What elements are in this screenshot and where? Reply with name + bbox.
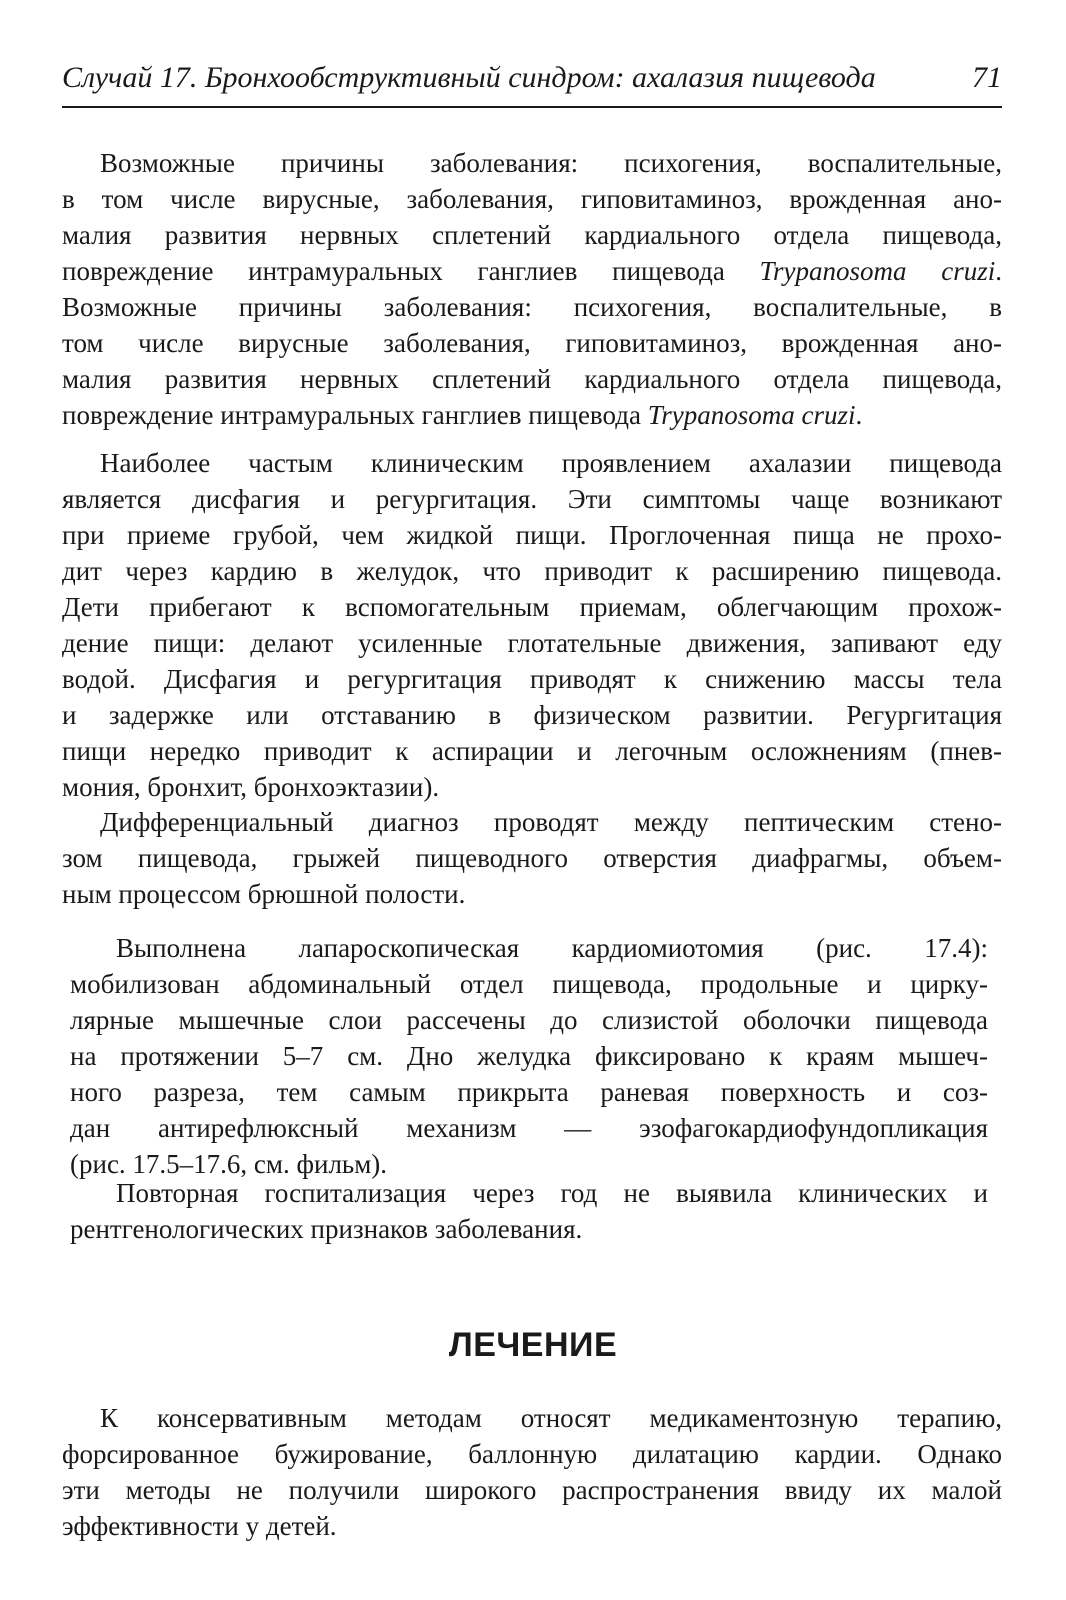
paragraph-treatment	[62, 1400, 1002, 1544]
text-line: на протяжении 5–7 см. Дно желудка фиксировано к краям мышеч-	[70, 1041, 988, 1071]
text-line: ного разреза, тем самым прикрыта раневая поверхность и соз-	[70, 1077, 988, 1107]
paragraph-surgery	[70, 930, 988, 1182]
text-line: ным процессом брюшной полости.	[62, 879, 466, 909]
text-line: Возможные причины заболевания: психогения, воспалительные,	[100, 148, 1002, 178]
text-line: повреждение интрамуральных ганглиев пищевода Trypanosoma cruzi.	[62, 400, 863, 430]
text-line: форсированное бужирование, баллонную дилатацию кардии. Однако	[62, 1439, 1002, 1469]
text-line: эти методы не получили широкого распространения ввиду их малой	[62, 1475, 1002, 1505]
text-line: дан антирефлюксный механизм — эзофагокардиофундопликация	[70, 1113, 988, 1143]
text-line: том числе вирусные заболевания, гиповитаминоз, врожденная ано-	[62, 328, 1002, 358]
text-line: мония, бронхит, бронхоэктазии).	[62, 772, 440, 802]
text-line: малия развития нервных сплетений кардиального отдела пищевода,	[62, 220, 1002, 250]
text-line: дит через кардию в желудок, что приводит к расширению пищевода.	[62, 556, 1002, 586]
text-line: эффективности у детей.	[62, 1511, 337, 1541]
text-line: Дифференциальный диагноз проводят между пептическим стено-	[100, 807, 1002, 837]
text-line: рентгенологических признаков заболевания.	[70, 1214, 583, 1244]
text-line: Дети прибегают к вспомогательным приемам, облегчающим прохож-	[62, 592, 1002, 622]
text-line: зом пищевода, грыжей пищеводного отверстия диафрагмы, объем-	[62, 843, 1002, 873]
paragraph-differential	[62, 804, 1002, 912]
header-rule	[62, 106, 1002, 108]
paragraph-causes	[62, 145, 1002, 433]
text-line: повреждение интрамуральных ганглиев пищевода Trypanosoma cruzi.	[62, 256, 1002, 286]
text-line: является дисфагия и регургитация. Эти симптомы чаще возникают	[62, 484, 1002, 514]
running-header	[62, 60, 1002, 100]
text-line: (рис. 17.5–17.6, см. фильм).	[70, 1149, 388, 1179]
section-heading: ЛЕЧЕНИЕ	[448, 1326, 618, 1364]
text-line: мобилизован абдоминальный отдел пищевода, продольные и цирку-	[70, 969, 988, 999]
text-line: лярные мышечные слои рассечены до слизистой оболочки пищевода	[70, 1005, 988, 1035]
text-line: Наиболее частым клиническим проявлением ахалазии пищевода	[100, 448, 1002, 478]
text-line: К консервативным методам относят медикаментозную терапию,	[100, 1403, 1002, 1433]
page-number: 71	[972, 61, 1002, 94]
text-line: при приеме грубой, чем жидкой пищи. Проглоченная пища не прохо-	[62, 520, 1002, 550]
running-header-title: Случай 17. Бронхообструктивный синдром: ахалазия пищевода	[62, 61, 876, 94]
text-line: малия развития нервных сплетений кардиального отдела пищевода,	[62, 364, 1002, 394]
text-line: Выполнена лапароскопическая кардиомиотомия (рис. 17.4):	[116, 933, 988, 963]
text-line: дение пищи: делают усиленные глотательные движения, запивают еду	[62, 628, 1002, 658]
text-line: Возможные причины заболевания: психогения, воспалительные, в	[62, 292, 1002, 322]
paragraph-symptoms	[62, 445, 1002, 805]
text-line: и задержке или отставанию в физическом развитии. Регургитация	[62, 700, 1002, 730]
text-line: водой. Дисфагия и регургитация приводят к снижению массы тела	[62, 664, 1002, 694]
text-line: пищи нередко приводит к аспирации и легочным осложнениям (пнев-	[62, 736, 1002, 766]
text-line: в том числе вирусные, заболевания, гиповитаминоз, врожденная ано-	[62, 184, 1002, 214]
paragraph-followup	[70, 1175, 988, 1247]
text-line: Повторная госпитализация через год не выявила клинических и	[116, 1178, 988, 1208]
